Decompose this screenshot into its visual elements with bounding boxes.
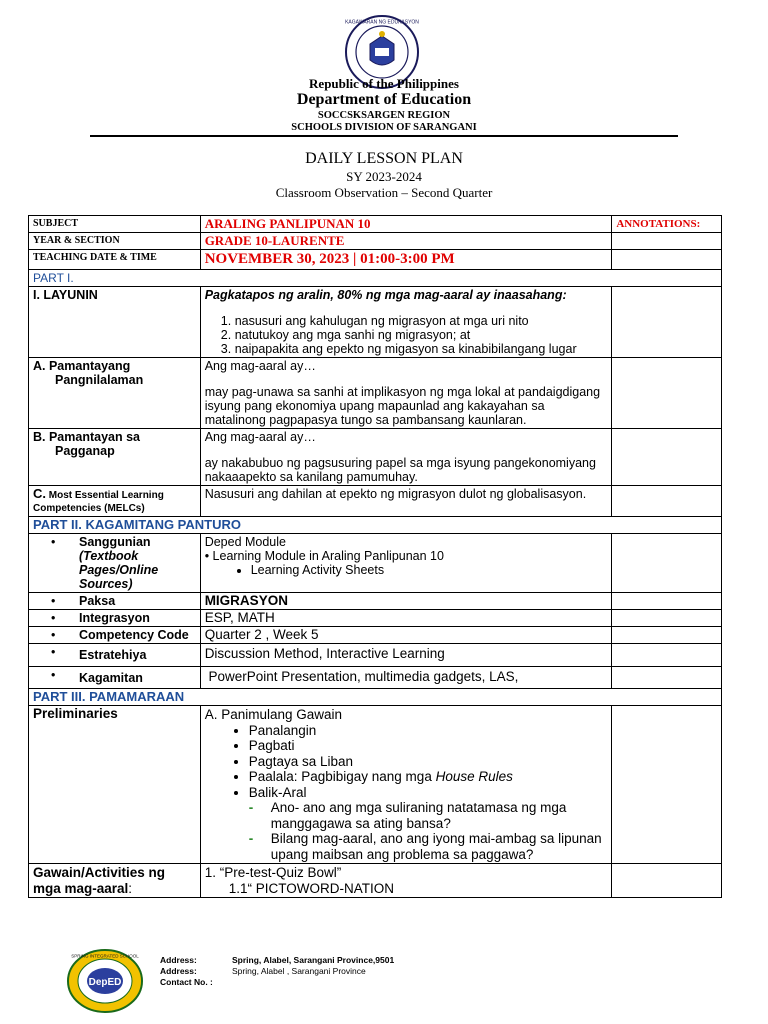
layunin-label: I. LAYUNIN: [29, 287, 201, 358]
gawain-content: [200, 864, 612, 898]
review-question: - Ano- ano ang mga suliraning natatamasa ng mga manggagawa sa ating bansa?: [271, 800, 608, 831]
paksa-row: [29, 593, 722, 610]
paksa-label: • Paksa: [79, 594, 116, 608]
annotation-cell: [612, 486, 722, 517]
annotations-label: ANNOTATIONS:: [612, 216, 722, 233]
preliminaries-row: [29, 706, 722, 864]
pamantayang-pangnilalaman-row: [29, 358, 722, 429]
integrasyon-value: ESP, MATH: [200, 610, 612, 627]
annotation-cell: [612, 864, 722, 898]
pamantayan-pagganap-row: [29, 429, 722, 486]
a-label: A. Pamantayang Pangnilalaman: [29, 358, 201, 429]
address2-value: Spring, Alabel , Sarangani Province: [232, 966, 366, 976]
kagamitan-row: [29, 667, 722, 689]
objective-item: 2. natutukoy ang mga sanhi ng migrasyon; at: [235, 328, 608, 342]
layunin-row: [29, 287, 722, 358]
sanggunian-line: Deped Module: [204, 535, 286, 549]
year-value: GRADE 10-LAURENTE: [200, 233, 612, 250]
department-line: Department of Education: [296, 91, 472, 108]
estratehiya-value: Discussion Method, Interactive Learning: [200, 644, 612, 667]
layunin-intro: Pagkatapos ng aralin, 80% ng mga mag-aaral ay inaasahang:: [204, 288, 567, 302]
svg-text:DepED: DepED: [88, 977, 122, 988]
division-line: SCHOOLS DIVISION OF SARANGANI: [291, 122, 477, 133]
sanggunian-row: [29, 534, 722, 593]
sanggunian-label: • Sanggunian: [79, 535, 151, 549]
a-text: may pag-unawa sa sanhi at implikasyon ng mga lokal at pandaigdigang isyung pang ekonomiya upang mapaunlad ang kakayahan sa matalinong pagpapasya tungo sa pambansang kaunlaran.: [204, 385, 601, 427]
competency-row: [29, 627, 722, 644]
school-logo: [66, 948, 144, 1014]
house-rules-text: House Rules: [435, 769, 513, 784]
annotation-cell: [612, 233, 722, 250]
melc-row: [29, 486, 722, 517]
sanggunian-label-cell: [29, 534, 201, 593]
annotation-cell: [612, 429, 722, 486]
paksa-label-cell: [29, 593, 201, 610]
document-title: DAILY LESSON PLAN: [305, 150, 463, 167]
kagamitan-value: PowerPoint Presentation, multimedia gadgets, LAS,: [200, 667, 612, 689]
c-label-cell: [29, 486, 201, 517]
paksa-value: MIGRASYON: [200, 593, 612, 610]
integrasyon-row: [29, 610, 722, 627]
annotation-cell: [612, 667, 722, 689]
annotation-cell: [612, 287, 722, 358]
prelim-item: • Balik-Aral: [249, 785, 608, 801]
annotation-cell: [612, 534, 722, 593]
address1-label: Address:: [160, 955, 197, 965]
svg-text:SPRING INTEGRATED SCHOOL: SPRING INTEGRATED SCHOOL: [71, 953, 139, 959]
prelim-item-paalala: [249, 769, 608, 785]
integrasyon-label-cell: [29, 610, 201, 627]
c-label: Most Essential Learning Competencies (MELCs): [33, 490, 164, 514]
a-intro: Ang mag-aaral ay…: [204, 359, 316, 373]
b-text: ay nakabubuo ng pagsusuring papel sa mga isyung pangekonomiyang nakaaapekto sa kanilang pamumuhay.: [204, 456, 596, 484]
prelim-item: • Pagtaya sa Liban: [249, 754, 608, 770]
b-content: [200, 429, 612, 486]
prelim-item: • Pagbati: [249, 738, 608, 754]
region-line: SOCCSKSARGEN REGION: [317, 110, 451, 121]
date-label: TEACHING DATE & TIME: [29, 250, 201, 270]
address1-value: Spring, Alabel, Sarangani Province,9501: [232, 955, 395, 965]
part3-heading-row: [29, 689, 722, 706]
competency-label: • Competency Code: [79, 628, 189, 642]
part3-heading: PART III. PAMAMARAAN: [29, 689, 722, 706]
year-row: [29, 233, 722, 250]
subject-label: SUBJECT: [29, 216, 201, 233]
gawain-line: 1. “Pre-test-Quiz Bowl”: [204, 865, 342, 880]
layunin-content: [200, 287, 612, 358]
annotation-cell: [612, 706, 722, 864]
estratehiya-label-cell: [29, 644, 201, 667]
kagamitan-label: • Kagamitan: [79, 671, 143, 685]
annotation-cell: [612, 358, 722, 429]
lesson-plan-table: [28, 215, 722, 898]
gawain-row: [29, 864, 722, 898]
gawain-colon: :: [128, 880, 133, 896]
gawain-label: Gawain/Activities ng mga mag-aaral: [33, 865, 166, 896]
year-label: YEAR & SECTION: [29, 233, 201, 250]
part2-heading: PART II. KAGAMITANG PANTURO: [29, 517, 722, 534]
c-letter: C.: [33, 486, 46, 501]
prelim-item: • Panalangin: [249, 723, 608, 739]
a-content: [200, 358, 612, 429]
subject-value: ARALING PANLIPUNAN 10: [200, 216, 612, 233]
annotation-cell: [612, 627, 722, 644]
date-value: NOVEMBER 30, 2023 | 01:00-3:00 PM: [200, 250, 612, 270]
estratehiya-row: [29, 644, 722, 667]
prelim-title: A. Panimulang Gawain: [204, 707, 343, 722]
annotation-cell: [612, 610, 722, 627]
contact-label: Contact No. :: [160, 977, 213, 987]
republic-line: Republic of the Philippines: [309, 76, 459, 91]
competency-value: Quarter 2 , Week 5: [200, 627, 612, 644]
observation-line: Classroom Observation – Second Quarter: [275, 185, 493, 200]
gawain-line: 1.1“ PICTOWORD-NATION: [228, 880, 394, 896]
b-label: B. Pamantayan sa Pagganap: [29, 429, 201, 486]
sanggunian-sub: (Textbook Pages/Online Sources): [79, 549, 159, 591]
integrasyon-label: • Integrasyon: [79, 611, 150, 625]
kagamitan-label-cell: [29, 667, 201, 689]
sanggunian-line: • Learning Module in Araling Panlipunan 10: [204, 549, 444, 563]
paalala-text: Paalala: Pagbibigay nang mga: [248, 769, 436, 784]
preliminaries-label: Preliminaries: [29, 706, 201, 864]
preliminaries-content: [200, 706, 612, 864]
sanggunian-content: [200, 534, 612, 593]
subject-row: [29, 216, 722, 233]
header-rule: [90, 135, 678, 137]
address2-label: Address:: [160, 966, 197, 976]
annotation-cell: [612, 644, 722, 667]
c-text: Nasusuri ang dahilan at epekto ng migrasyon dulot ng globalisasyon.: [200, 486, 612, 517]
school-year: SY 2023-2024: [346, 169, 422, 184]
gawain-label-cell: [29, 864, 201, 898]
annotation-cell: [612, 593, 722, 610]
part1-heading-row: [29, 270, 722, 287]
b-intro: Ang mag-aaral ay…: [204, 430, 316, 444]
svg-text:KAGAWARAN NG EDUKASYON: KAGAWARAN NG EDUKASYON: [345, 19, 419, 26]
sanggunian-line: • Learning Activity Sheets: [251, 563, 608, 577]
competency-label-cell: [29, 627, 201, 644]
annotation-cell: [612, 250, 722, 270]
objective-item: 3. naipapakita ang epekto ng migasyon sa kinabibilangang lugar: [235, 342, 608, 356]
date-row: [29, 250, 722, 270]
estratehiya-label: • Estratehiya: [79, 648, 147, 662]
review-question: - Bilang mag-aaral, ano ang iyong mai-ambag sa lipunan upang maibsan ang problema sa paggawa?: [271, 831, 608, 862]
part1-heading: PART I.: [29, 270, 722, 287]
objective-item: 1. nasusuri ang kahulugan ng migrasyon at mga uri nito: [235, 314, 608, 328]
part2-heading-row: [29, 517, 722, 534]
